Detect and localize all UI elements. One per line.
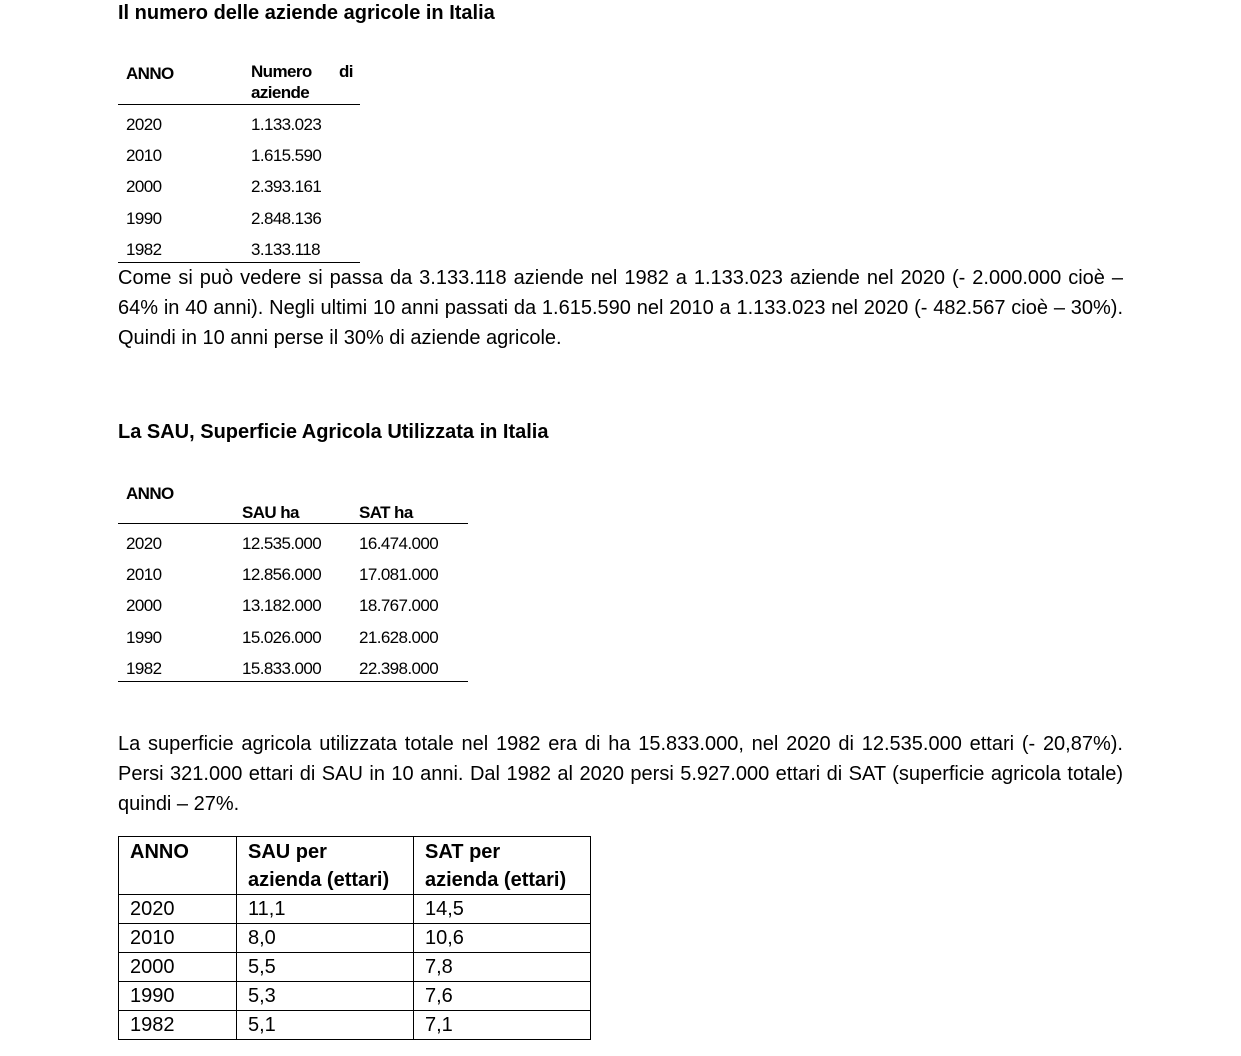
cell-sat: 10,6 [414, 924, 591, 953]
cell-anno: 1982 [126, 659, 162, 678]
cell-anno: 2010 [119, 924, 237, 953]
table-row [119, 895, 591, 924]
table-row [119, 924, 591, 953]
cell-sau: 12.856.000 [242, 565, 322, 584]
cell-sat: 17.081.000 [359, 565, 439, 584]
cell-sat: 18.767.000 [359, 596, 439, 615]
cell-sau: 12.535.000 [242, 534, 322, 553]
cell-sau: 15.833.000 [242, 659, 322, 678]
cell-sat: 7,6 [414, 982, 591, 1011]
header-numero: Numero [251, 62, 312, 81]
cell-anno: 1982 [119, 1011, 237, 1040]
table-bottom-rule [118, 681, 468, 682]
header-anno: ANNO [126, 484, 174, 503]
cell-numero: 2.848.136 [251, 209, 322, 228]
cell-sau: 13.182.000 [242, 596, 322, 615]
table-row [119, 953, 591, 982]
header-anno: ANNO [119, 837, 237, 895]
cell-anno: 2020 [126, 115, 162, 134]
header-di: di [339, 62, 353, 81]
paragraph-aziende: Come si può vedere si passa da 3.133.118 aziende nel 1982 a 1.133.023 aziende nel 2020 (- 2.000.000 cioè – 64% in 40 anni). Negli ultimi 10 anni passati da 1.615.590 nel 2010 a 1.133.023 nel 2020 (- 482.567 cioè – 30%). Quindi in 10 anni perse il 30% di aziende agricole. [118, 267, 1123, 349]
cell-numero: 1.615.590 [251, 146, 322, 165]
header-sat: SAT ha [359, 503, 413, 522]
table-header-row [119, 837, 591, 895]
cell-anno: 2000 [126, 596, 162, 615]
table-header [118, 476, 468, 524]
table-sau-sat [118, 476, 468, 684]
header-aziende: aziende [251, 83, 310, 102]
header-sat-per-azienda: SAT per azienda (ettari) [414, 837, 591, 895]
cell-anno: 2020 [126, 534, 162, 553]
table-row [119, 982, 591, 1011]
cell-anno: 1990 [126, 209, 162, 228]
header-sau: SAU ha [242, 503, 299, 522]
cell-numero: 1.133.023 [251, 115, 322, 134]
cell-sau: 8,0 [237, 924, 414, 953]
table-header [118, 56, 360, 105]
cell-anno: 2020 [119, 895, 237, 924]
header-sau-per-azienda: SAU per azienda (ettari) [237, 837, 414, 895]
table-row [119, 1011, 591, 1040]
cell-sau: 15.026.000 [242, 628, 322, 647]
cell-anno: 1990 [126, 628, 162, 647]
cell-sau: 5,5 [237, 953, 414, 982]
cell-sat: 22.398.000 [359, 659, 439, 678]
cell-numero: 2.393.161 [251, 177, 322, 196]
cell-anno: 1990 [119, 982, 237, 1011]
section-title-sau: La SAU, Superficie Agricola Utilizzata in Italia [118, 421, 549, 443]
cell-anno: 1982 [126, 240, 162, 259]
cell-sat: 16.474.000 [359, 534, 439, 553]
table-per-azienda [118, 836, 591, 1040]
cell-anno: 2010 [126, 565, 162, 584]
paragraph-sau: La superficie agricola utilizzata totale nel 1982 era di ha 15.833.000, nel 2020 di 12.535.000 ettari (- 20,87%). Persi 321.000 ettari di SAU in 10 anni. Dal 1982 al 2020 persi 5.927.000 ettari di SAT (superficie agricola totale) quindi – 27%. [118, 733, 1123, 815]
cell-sat: 14,5 [414, 895, 591, 924]
cell-sau: 5,1 [237, 1011, 414, 1040]
cell-sat: 7,1 [414, 1011, 591, 1040]
table-aziende [118, 56, 360, 264]
cell-anno: 2000 [119, 953, 237, 982]
cell-numero: 3.133.118 [251, 240, 320, 259]
cell-sau: 11,1 [237, 895, 414, 924]
cell-anno: 2000 [126, 177, 162, 196]
cell-sat: 21.628.000 [359, 628, 439, 647]
cell-sat: 7,8 [414, 953, 591, 982]
cell-anno: 2010 [126, 146, 162, 165]
section-title-aziende: Il numero delle aziende agricole in Italia [118, 2, 495, 24]
header-anno: ANNO [126, 64, 174, 83]
cell-sau: 5,3 [237, 982, 414, 1011]
